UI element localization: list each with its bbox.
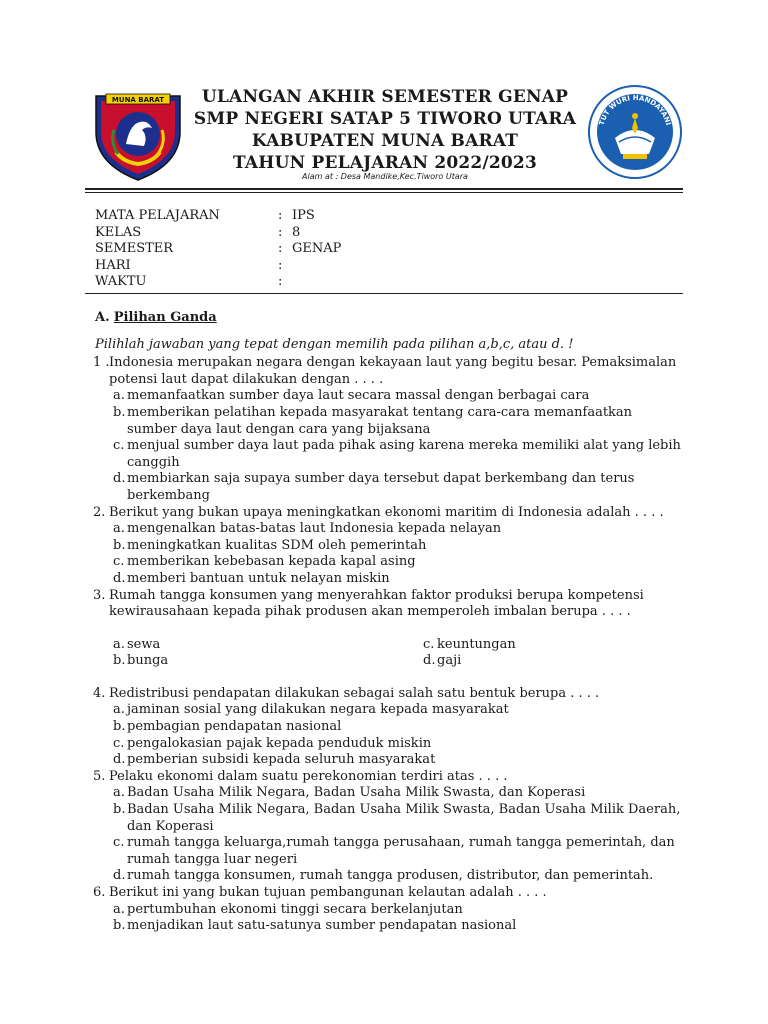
option-text: menjadikan laut satu-satunya sumber pendapatan nasional [127,918,517,934]
header-rule-thin [85,192,683,193]
option-a[interactable] [113,637,423,654]
info-label: SEMESTER [95,241,174,256]
option-letter: c. [423,636,435,652]
option-text: bunga [127,653,169,669]
option-text: memberikan kebebasan kepada kapal asing [127,554,416,570]
option-text: menjual sumber daya laut pada pihak asing karena mereka memiliki alat yang lebih canggih [127,438,681,470]
option-text: membiarkan saja supaya sumber daya tersebut dapat berkembang dan terus berkembang [127,471,635,503]
option-letter: b. [113,719,126,735]
option-letter: a. [113,636,125,652]
option-letter: b. [113,653,126,669]
info-value: IPS [292,208,315,223]
option-letter: d. [113,471,126,487]
question-3-options [113,637,685,670]
option-d[interactable] [423,653,623,670]
option-letter: b. [113,537,126,553]
option-b[interactable] [113,802,685,835]
option-letter: b. [113,918,126,934]
option-letter: d. [113,752,126,768]
question-text: Indonesia merupakan negara dengan kekayaan laut yang begitu besar. Pemaksimalan potensi laut dapat dilakukan dengan . . . . [109,355,677,387]
option-c[interactable] [423,637,623,654]
option-letter: c. [113,735,125,751]
option-letter: d. [113,868,126,884]
question-number: 5. [93,768,106,784]
option-text: pembagian pendapatan nasional [127,719,342,735]
option-text: keuntungan [437,636,516,652]
question-number: 1 . [93,355,110,371]
option-text: meningkatkan kualitas SDM oleh pemerintah [127,537,427,553]
info-rule [85,293,683,294]
section-heading [95,310,685,327]
option-text: rumah tangga keluarga,rumah tangga perusahaan, rumah tangga pemerintah, dan rumah tangga luar negeri [127,835,675,867]
question-number: 2. [93,504,106,520]
info-colon: : [278,241,283,256]
question-number: 6. [93,885,106,900]
option-letter: d. [113,570,126,586]
option-letter: d. [423,653,436,669]
option-text: memanfaatkan sumber daya laut secara massal dengan berbagai cara [127,388,590,404]
option-text: memberikan pelatihan kepada masyarakat tentang cara-cara memanfaatkan sumber daya laut dengan cara yang bijaksana [127,404,633,437]
option-b[interactable] [113,719,685,736]
option-a[interactable] [113,521,685,538]
option-text: mengenalkan batas-batas laut Indonesia kepada nelayan [127,521,502,537]
option-letter: b. [113,802,126,818]
option-text: pemberian subsidi kepada seluruh masyarakat [127,752,436,768]
option-a[interactable] [113,702,685,719]
option-b[interactable] [113,918,685,935]
exam-content [95,310,685,935]
info-value: GENAP [292,241,342,256]
question-6 [95,885,685,935]
option-a[interactable] [113,388,685,405]
question-text: Rumah tangga konsumen yang menyerahkan faktor produksi berupa kompetensi kewirausahaan kepada pihak produsen akan memperoleh imbalan berupa . . . . [109,587,644,620]
option-c[interactable] [113,835,685,868]
option-text: pengalokasian pajak kepada penduduk miskin [127,735,432,751]
option-text: sewa [127,636,161,652]
option-letter: b. [113,404,126,420]
option-c[interactable] [113,438,685,471]
section-title: Pilihan Ganda [113,310,217,325]
option-text: gaji [437,653,462,669]
instruction-text: Pilihlah jawaban yang tepat dengan memilih pada pilihan a,b,c, atau d. ! [95,336,574,352]
svg-text:MUNA BARAT: MUNA BARAT [111,96,165,104]
exam-heading [190,86,580,182]
info-colon: : [278,274,283,289]
option-b[interactable] [113,653,423,670]
option-letter: a. [113,702,125,718]
school-address: Alam at : Desa Mandike,Kec.Tiworo Utara [302,172,468,181]
option-letter: c. [113,438,125,454]
option-d[interactable] [113,471,685,504]
heading-line-3: KABUPATEN MUNA BARAT [251,131,519,151]
option-text: Badan Usaha Milik Negara, Badan Usaha Milik Swasta, Badan Usaha Milik Daerah, dan Koperasi [127,802,681,834]
question-text: Pelaku ekonomi dalam suatu perekonomian terdiri atas . . . . [109,768,508,784]
option-letter: a. [113,388,125,404]
option-a[interactable] [113,785,685,802]
option-text: Badan Usaha Milik Negara, Badan Usaha Milik Swasta, dan Koperasi [127,785,586,801]
section-letter: A. [95,310,110,325]
option-d[interactable] [113,752,685,769]
header-rule-thick [85,188,683,190]
question-3 [95,588,685,621]
tut-wuri-handayani-logo-icon [585,82,685,182]
option-text: rumah tangga konsumen, rumah tangga produsen, distributor, dan pemerintah. [127,868,654,884]
option-letter: a. [113,901,125,917]
question-1 [95,355,685,504]
info-label: MATA PELAJARAN [95,208,220,223]
svg-text:TUT WURI HANDAYANI: TUT WURI HANDAYANI [597,93,673,127]
heading-line-2: SMP NEGERI SATAP 5 TIWORO UTARA [193,109,577,129]
question-text: Berikut ini yang bukan tujuan pembangunan kelautan adalah . . . . [109,885,547,900]
option-d[interactable] [113,571,685,588]
option-text: jaminan sosial yang dilakukan negara kepada masyarakat [127,702,509,718]
option-c[interactable] [113,554,685,571]
info-label: WAKTU [95,274,147,289]
question-text: Redistribusi pendapatan dilakukan sebagai salah satu bentuk berupa . . . . [109,685,600,701]
info-label: KELAS [95,224,142,240]
heading-line-4: TAHUN PELAJARAN 2022/2023 [233,153,537,173]
question-number: 4. [93,685,106,701]
option-b[interactable] [113,538,685,555]
option-letter: c. [113,835,125,851]
option-letter: a. [113,785,125,801]
option-d[interactable] [113,868,685,885]
info-label: HARI [95,257,131,273]
question-5 [95,769,685,885]
heading-line-1: ULANGAN AKHIR SEMESTER GENAP [201,87,569,107]
question-2 [95,505,685,588]
option-a[interactable] [113,902,685,919]
option-letter: c. [113,554,125,570]
info-colon: : [278,257,283,273]
info-value: 8 [292,224,301,240]
option-letter: a. [113,521,125,537]
option-c[interactable] [113,736,685,753]
info-colon: : [278,208,283,223]
question-number: 3. [93,587,106,603]
option-text: pertumbuhan ekonomi tinggi secara berkelanjutan [127,901,463,917]
option-text: memberi bantuan untuk nelayan miskin [127,570,390,586]
muna-barat-logo-icon [88,84,188,184]
question-4 [95,686,685,769]
option-b[interactable] [113,405,685,438]
info-colon: : [278,224,283,240]
question-text: Berikut yang bukan upaya meningkatkan ekonomi maritim di Indonesia adalah . . . . [109,504,664,520]
